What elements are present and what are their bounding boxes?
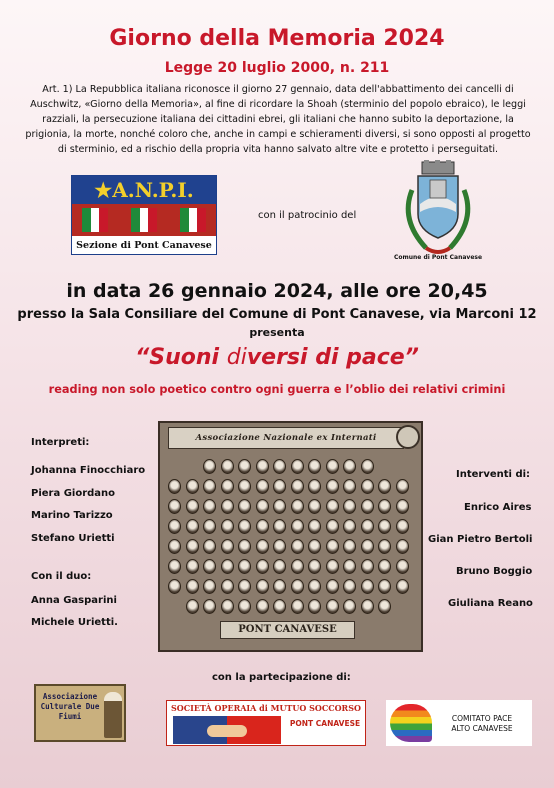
- portrait-face: [396, 559, 409, 574]
- portrait-face: [203, 539, 216, 554]
- performer-name: Piera Giordano: [31, 488, 116, 499]
- patronage-label: con il patrocinio del: [258, 210, 357, 221]
- page-title: Giorno della Memoria 2024: [109, 26, 445, 51]
- participation-label: con la partecipazione di:: [212, 672, 351, 683]
- historic-group-photo: [158, 421, 423, 652]
- portrait-face: [291, 539, 304, 554]
- portrait-face: [273, 519, 286, 534]
- portrait-face: [256, 459, 269, 474]
- portrait-face: [168, 559, 181, 574]
- portrait-face: [291, 479, 304, 494]
- portrait-face: [361, 479, 374, 494]
- portrait-face: [221, 459, 234, 474]
- portrait-face: [186, 539, 199, 554]
- portrait-face: [168, 539, 181, 554]
- duo-member-name: Anna Gasparini: [31, 595, 117, 606]
- figure-illustration-icon: [104, 692, 122, 738]
- show-title: [0, 345, 554, 370]
- portrait-face: [186, 499, 199, 514]
- portrait-face: [203, 599, 216, 614]
- anpi-logo-name: [72, 176, 216, 204]
- association-seal-icon: [396, 425, 420, 449]
- portrait-face: [186, 519, 199, 534]
- duo-member-name: Michele Urietti.: [31, 617, 118, 628]
- portrait-face: [378, 519, 391, 534]
- speaker-name: Gian Pietro Bertoli: [428, 534, 533, 545]
- portrait-face: [186, 479, 199, 494]
- portrait-face: [273, 599, 286, 614]
- photo-header-banner: Associazione Nazionale ex Internati: [168, 427, 404, 449]
- portrait-face: [396, 539, 409, 554]
- portrait-face: [343, 539, 356, 554]
- portrait-face: [396, 579, 409, 594]
- anpi-section-label: Sezione di Pont Canavese: [76, 240, 212, 251]
- speaker-name: Enrico Aires: [464, 502, 532, 513]
- portrait-face: [291, 459, 304, 474]
- portrait-face: [361, 459, 374, 474]
- portrait-face: [326, 579, 339, 594]
- law-article-text: Art. 1) La Repubblica italiana riconosce il giorno 27 gennaio, data dell'abbattimento dei cancelli di Auschwitz, «Giorno della Memoria», al fine di ricordare la Shoah (sterminio del popolo ebraico), le leggi razziali, la persecuzione italiana dei cittadini ebrei, gli italiani che hanno subito la deportazione, la prigionia, la morte, nonché coloro che, anche in campi e schieramenti diversi, si sono opposti al progetto di sterminio, ed a rischio della propria vita hanno salvato altre vite e protetto i perseguitati.: [25, 84, 531, 155]
- portrait-face: [186, 579, 199, 594]
- handshake-icon: [173, 716, 281, 744]
- photo-footer-banner: PONT CANAVESE: [220, 621, 355, 639]
- interpreti-heading: Interpreti:: [31, 437, 90, 448]
- event-date: in data 26 gennaio 2024, alle ore 20,45: [66, 280, 488, 302]
- portrait-face: [221, 499, 234, 514]
- portrait-face: [326, 599, 339, 614]
- portrait-face: [396, 479, 409, 494]
- show-title-part: di: [226, 345, 247, 370]
- portrait-face: [326, 559, 339, 574]
- anpi-logo: [71, 175, 217, 255]
- show-title-part: “Suoni: [135, 345, 227, 370]
- portrait-face: [238, 459, 251, 474]
- italian-flag-icon: [82, 208, 108, 232]
- portrait-face: [273, 539, 286, 554]
- portrait-face: [273, 479, 286, 494]
- speaker-name: Giuliana Reano: [448, 598, 533, 609]
- portrait-face: [308, 579, 321, 594]
- portrait-face: [378, 479, 391, 494]
- soms-title: SOCIETÀ OPERAIA di MUTUO SOCCORSO: [171, 703, 361, 713]
- performer-name: Stefano Urietti: [31, 533, 115, 544]
- portrait-face: [326, 459, 339, 474]
- presents-label: presenta: [249, 326, 305, 339]
- portrait-face: [326, 499, 339, 514]
- portrait-face: [273, 459, 286, 474]
- portrait-face: [396, 519, 409, 534]
- portrait-face: [343, 599, 356, 614]
- portrait-face: [256, 519, 269, 534]
- portrait-face: [291, 519, 304, 534]
- comune-caption: Comune di Pont Canavese: [393, 254, 483, 261]
- portrait-face: [238, 599, 251, 614]
- portrait-face: [361, 579, 374, 594]
- portrait-face: [203, 499, 216, 514]
- due-fiumi-name: Associazione Culturale Due Fiumi: [40, 692, 100, 721]
- portrait-face: [308, 539, 321, 554]
- due-fiumi-logo: [34, 684, 126, 742]
- portrait-face: [238, 499, 251, 514]
- portrait-face: [378, 559, 391, 574]
- portrait-face: [343, 519, 356, 534]
- portrait-face: [256, 559, 269, 574]
- portrait-face: [221, 579, 234, 594]
- portrait-face: [361, 499, 374, 514]
- portrait-face: [256, 499, 269, 514]
- portrait-face: [186, 599, 199, 614]
- performer-name: Marino Tarizzo: [31, 510, 113, 521]
- interventi-heading: Interventi di:: [456, 469, 531, 480]
- portrait-face: [238, 539, 251, 554]
- portrait-face: [221, 519, 234, 534]
- portrait-face: [256, 479, 269, 494]
- portrait-face: [378, 579, 391, 594]
- portrait-face: [396, 499, 409, 514]
- portrait-face: [326, 539, 339, 554]
- portrait-face: [168, 579, 181, 594]
- portrait-face: [361, 519, 374, 534]
- portrait-face: [203, 459, 216, 474]
- duo-heading: Con il duo:: [31, 571, 92, 582]
- law-reference: Legge 20 luglio 2000, n. 211: [164, 60, 390, 76]
- portrait-face: [238, 579, 251, 594]
- soms-logo: [166, 700, 366, 746]
- portrait-face: [221, 479, 234, 494]
- portrait-face: [256, 539, 269, 554]
- portrait-face: [308, 479, 321, 494]
- star-icon: ★: [94, 178, 113, 202]
- portrait-face: [221, 539, 234, 554]
- comitato-name-line: COMITATO PACE: [451, 714, 513, 723]
- portrait-face: [273, 579, 286, 594]
- portrait-face: [308, 599, 321, 614]
- portrait-face: [203, 479, 216, 494]
- portrait-face: [168, 519, 181, 534]
- portrait-face: [291, 559, 304, 574]
- portrait-face: [378, 499, 391, 514]
- portrait-face: [256, 579, 269, 594]
- portrait-face: [308, 519, 321, 534]
- portrait-face: [343, 579, 356, 594]
- comitato-name-line: ALTO CANAVESE: [451, 724, 513, 733]
- portrait-face: [361, 599, 374, 614]
- soms-place: PONT CANAVESE: [289, 719, 361, 728]
- portrait-face: [168, 479, 181, 494]
- portrait-face: [343, 499, 356, 514]
- italian-flag-icon: [131, 208, 157, 232]
- portrait-face: [343, 459, 356, 474]
- portrait-face: [203, 579, 216, 594]
- italian-flag-icon: [180, 208, 206, 232]
- show-description: reading non solo poetico contro ogni guerra e l’oblio dei relativi crimini: [48, 383, 506, 396]
- portrait-face: [203, 519, 216, 534]
- portrait-face: [221, 559, 234, 574]
- portrait-face: [221, 599, 234, 614]
- rainbow-dove-icon: [390, 704, 432, 742]
- portrait-face: [203, 559, 216, 574]
- portrait-face: [326, 479, 339, 494]
- portrait-face: [378, 539, 391, 554]
- comitato-pace-logo: [386, 700, 532, 746]
- portrait-face: [326, 519, 339, 534]
- portrait-face: [238, 479, 251, 494]
- portrait-face: [291, 579, 304, 594]
- portrait-face: [291, 599, 304, 614]
- portrait-face: [238, 519, 251, 534]
- speaker-name: Bruno Boggio: [456, 566, 533, 577]
- portrait-face: [291, 499, 304, 514]
- portrait-face: [361, 559, 374, 574]
- portrait-face: [273, 499, 286, 514]
- portrait-face: [378, 599, 391, 614]
- portrait-face: [308, 459, 321, 474]
- anpi-name-text: A.N.P.I.: [112, 178, 194, 202]
- portrait-face: [186, 559, 199, 574]
- comitato-name: [434, 714, 530, 734]
- event-venue: presso la Sala Consiliare del Comune di Pont Canavese, via Marconi 12: [17, 307, 537, 322]
- performer-name: Johanna Finocchiaro: [31, 465, 146, 476]
- portrait-face: [361, 539, 374, 554]
- portrait-face: [168, 499, 181, 514]
- comune-coat-of-arms-icon: [392, 160, 484, 262]
- portrait-face: [256, 599, 269, 614]
- show-title-part: versi di pace”: [246, 345, 419, 370]
- portrait-face: [343, 559, 356, 574]
- portrait-face: [308, 499, 321, 514]
- portrait-face: [343, 479, 356, 494]
- portrait-face: [238, 559, 251, 574]
- portrait-face: [273, 559, 286, 574]
- portrait-face: [308, 559, 321, 574]
